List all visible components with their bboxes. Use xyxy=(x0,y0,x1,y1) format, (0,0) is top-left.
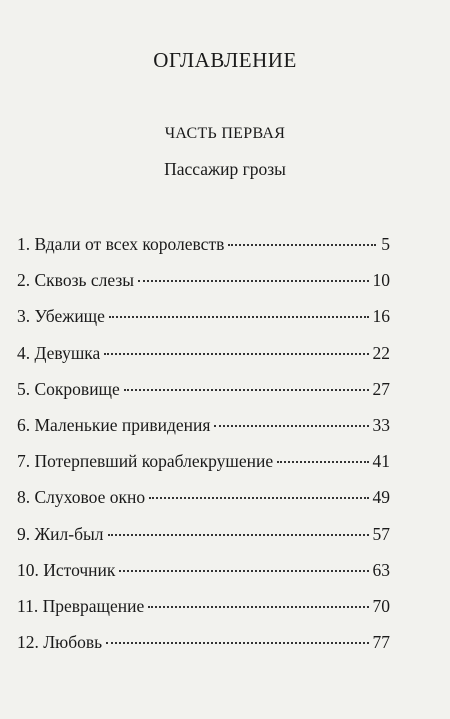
toc-entry-4 xyxy=(17,341,390,377)
entry-title: Сквозь слезы xyxy=(34,270,134,291)
entry-page-number: 22 xyxy=(372,342,390,363)
dot-leader xyxy=(119,570,368,572)
dot-leader xyxy=(214,425,368,427)
entry-number: 5. xyxy=(17,378,31,399)
entry-title: Слуховое окно xyxy=(34,487,146,508)
entry-page-number: 77 xyxy=(372,632,390,653)
toc-entry-10 xyxy=(17,558,390,594)
entry-title: Любовь xyxy=(43,632,103,653)
dot-leader xyxy=(228,244,376,246)
dot-leader xyxy=(148,606,368,608)
toc-entry-6 xyxy=(17,413,390,449)
toc-entry-12 xyxy=(17,630,390,666)
dot-leader xyxy=(277,461,368,463)
entry-title: Убежище xyxy=(34,306,105,327)
part-subtitle: Пассажир грозы xyxy=(164,159,286,179)
entry-number: 7. xyxy=(17,451,31,472)
entry-number: 8. xyxy=(17,487,31,508)
toc-entry-7 xyxy=(17,449,390,485)
entry-number: 12. xyxy=(17,632,39,653)
entry-number: 10. xyxy=(17,559,39,580)
toc-entry-9 xyxy=(17,522,390,558)
entry-title: Жил-был xyxy=(34,523,104,544)
entry-number: 1. xyxy=(17,234,31,254)
entry-page-number: 49 xyxy=(372,487,390,508)
entry-page-number: 41 xyxy=(372,451,390,472)
entry-number: 2. xyxy=(17,270,31,291)
entry-title: Источник xyxy=(43,559,116,580)
dot-leader xyxy=(104,353,368,355)
entry-number: 3. xyxy=(17,306,31,327)
dot-leader xyxy=(124,389,369,391)
dot-leader xyxy=(109,316,369,318)
toc-heading: ОГЛАВЛЕНИЕ xyxy=(153,48,297,72)
dot-leader xyxy=(108,534,369,536)
entry-title: Сокровище xyxy=(34,378,120,399)
toc-entry-3 xyxy=(17,304,390,340)
dot-leader xyxy=(138,280,369,282)
entry-title: Потерпевший кораблекрушение xyxy=(34,451,274,472)
toc-list xyxy=(17,232,390,666)
entry-title: Вдали от всех королевств xyxy=(34,234,225,254)
entry-page-number: 70 xyxy=(372,595,390,616)
entry-page-number: 27 xyxy=(372,378,390,399)
entry-page-number: 16 xyxy=(372,306,390,327)
entry-page-number: 5 xyxy=(381,234,390,254)
entry-number: 6. xyxy=(17,414,31,435)
toc-entry-1 xyxy=(17,232,390,268)
entry-number: 4. xyxy=(17,342,31,363)
toc-entry-8 xyxy=(17,485,390,521)
toc-entry-5 xyxy=(17,377,390,413)
entry-number: 9. xyxy=(17,523,31,544)
entry-title: Маленькие привидения xyxy=(34,414,211,435)
entry-title: Девушка xyxy=(34,342,101,363)
dot-leader xyxy=(149,497,368,499)
toc-entry-2 xyxy=(17,268,390,304)
entry-title: Превращение xyxy=(42,595,145,616)
entry-page-number: 10 xyxy=(372,270,390,291)
entry-page-number: 33 xyxy=(372,414,390,435)
part-title: ЧАСТЬ ПЕРВАЯ xyxy=(164,125,286,142)
entry-number: 11. xyxy=(17,595,39,616)
entry-page-number: 57 xyxy=(372,523,390,544)
toc-entry-11 xyxy=(17,594,390,630)
dot-leader xyxy=(106,642,368,644)
entry-page-number: 63 xyxy=(372,559,390,580)
